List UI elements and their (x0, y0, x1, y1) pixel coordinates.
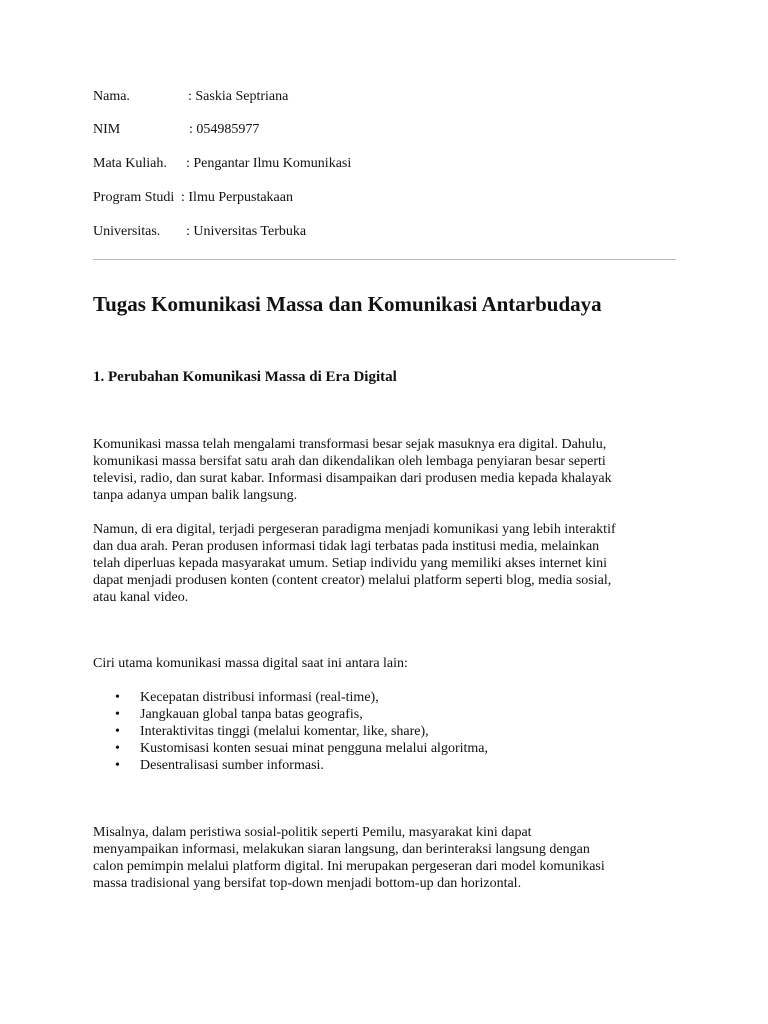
bullet-icon: • (115, 724, 120, 739)
info-row-nama (93, 88, 289, 105)
info-value: : Saskia Septriana (188, 89, 289, 104)
list-item-text: Interaktivitas tinggi (melalui komentar, like, share), (140, 724, 429, 739)
bullet-list (93, 689, 488, 774)
list-item (93, 706, 488, 723)
paragraph-line: Komunikasi massa telah mengalami transformasi besar sejak masuknya era digital. Dahulu, (93, 437, 607, 452)
paragraph-line: tanpa adanya umpan balik langsung. (93, 488, 298, 503)
info-value: : 054985977 (189, 122, 260, 137)
paragraph-line: massa tradisional yang bersifat top-down menjadi bottom-up dan horizontal. (93, 876, 522, 891)
info-label: Mata Kuliah. (93, 156, 167, 171)
list-item (93, 740, 488, 757)
paragraph-line: Misalnya, dalam peristiwa sosial-politik seperti Pemilu, masyarakat kini dapat (93, 825, 532, 840)
paragraph-digital-era (93, 521, 683, 606)
list-intro (93, 655, 683, 672)
paragraph-line: telah diperluas kepada masyarakat umum. Setiap individu yang memiliki akses internet kini (93, 556, 607, 571)
paragraph-intro (93, 436, 683, 504)
paragraph-line: atau kanal video. (93, 590, 189, 605)
info-row-program-studi (93, 189, 293, 206)
paragraph-line: dan dua arah. Peran produsen informasi tidak lagi terbatas pada institusi media, melainkan (93, 539, 600, 554)
info-value: : Ilmu Perpustakaan (181, 190, 293, 205)
info-label: Program Studi (93, 190, 175, 205)
document-title: Tugas Komunikasi Massa dan Komunikasi Antarbudaya (93, 292, 602, 316)
list-item (93, 689, 488, 706)
bullet-icon: • (115, 741, 120, 756)
section-heading: 1. Perubahan Komunikasi Massa di Era Digital (93, 369, 397, 385)
paragraph-line: komunikasi massa bersifat satu arah dan dikendalikan oleh lembaga penyiaran besar seperti (93, 454, 606, 469)
bullet-icon: • (115, 707, 120, 722)
paragraph-line: Ciri utama komunikasi massa digital saat ini antara lain: (93, 656, 408, 671)
paragraph-line: Namun, di era digital, terjadi pergeseran paradigma menjadi komunikasi yang lebih interaktif (93, 522, 616, 537)
horizontal-divider (93, 259, 676, 260)
info-value: : Universitas Terbuka (186, 224, 307, 239)
paragraph-line: calon pemimpin melalui platform digital. Ini merupakan pergeseran dari model komunikasi (93, 859, 605, 874)
list-item-text: Desentralisasi sumber informasi. (140, 758, 324, 773)
paragraph-line: dapat menjadi produsen konten (content creator) melalui platform seperti blog, media sosial, (93, 573, 612, 588)
info-label: Nama. (93, 89, 130, 104)
paragraph-example (93, 824, 683, 892)
info-label: NIM (93, 122, 121, 137)
paragraph-line: menyampaikan informasi, melakukan siaran langsung, dan berinteraksi langsung dengan (93, 842, 590, 857)
info-row-mata-kuliah (93, 155, 352, 172)
bullet-icon: • (115, 758, 120, 773)
list-item (93, 723, 488, 740)
info-row-nim (93, 121, 260, 138)
info-value: : Pengantar Ilmu Komunikasi (186, 156, 352, 171)
paragraph-line: televisi, radio, dan surat kabar. Informasi disampaikan dari produsen media kepada khalayak (93, 471, 612, 486)
info-label: Universitas. (93, 224, 161, 239)
list-item (93, 757, 488, 774)
list-item-text: Kustomisasi konten sesuai minat pengguna melalui algoritma, (140, 741, 488, 756)
list-item-text: Jangkauan global tanpa batas geografis, (140, 707, 363, 722)
bullet-icon: • (115, 690, 120, 705)
list-item-text: Kecepatan distribusi informasi (real-time), (140, 690, 379, 705)
info-row-universitas (93, 223, 307, 240)
